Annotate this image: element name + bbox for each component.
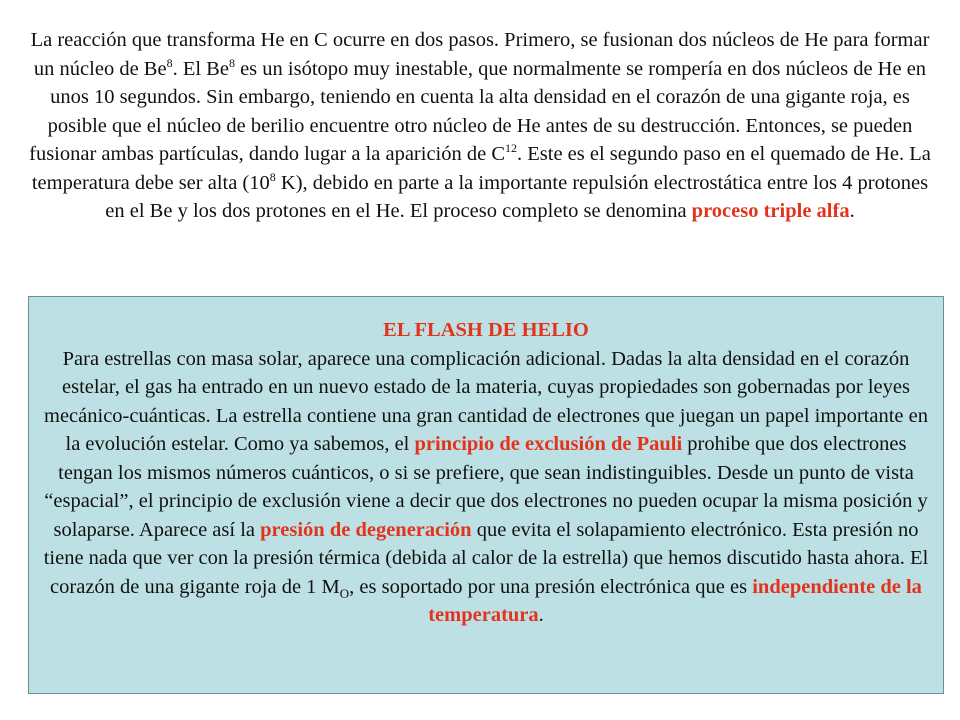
intro-text-1: La reacción que transforma He en C ocurre en dos pasos. Primero, se fusionan dos núcleos de He para formar un núcleo de Be — [30, 29, 930, 80]
helium-flash-box — [28, 296, 944, 694]
intro-text-4: . Este es el segundo paso en el quemado de He. La temperatura debe ser alta (10 — [31, 143, 931, 194]
intro-superscript-1: 8 — [166, 55, 173, 70]
intro-text-2: . El Be — [172, 57, 229, 80]
intro-superscript-3: 12 — [505, 141, 518, 156]
intro-text-3: es un isótopo muy inestable, que normalmente se rompería en dos núcleos de He en unos 10 segundos. Sin embargo, teniendo en cuenta la alta densidad en el corazón de una gigante roja, es posible que el núcleo de berilio encuentre otro núcleo de He antes de su destrucción. Entonces, se pueden fusionar ambas partículas, dando lugar a la aparición de C — [29, 57, 927, 165]
intro-superscript-4: 8 — [269, 169, 276, 184]
box-text-5: . — [538, 604, 544, 626]
helium-flash-title: EL FLASH DE HELIO — [383, 319, 589, 341]
helium-flash-paragraph — [41, 316, 931, 630]
intro-text-6: . — [849, 200, 855, 222]
box-text-1: Para estrellas con masa solar, aparece una complicación adicional. Dadas la alta densidad en el corazón estelar, el gas ha entrado en un nuevo estado de la materia, cuyas propiedades son gobernadas por leyes mecánico-cuánticas. La estrella contiene una gran cantidad de electrones que juegan un papel importante en la evolución estelar. Como ya sabemos, el — [44, 347, 928, 455]
intro-text-5: K), debido en parte a la importante repulsión electrostática entre los 4 protones en el Be y los dos protones en el He. El proceso completo se denomina — [105, 171, 929, 222]
box-text-4: , es soportado por una presión electrónica que es — [349, 575, 753, 598]
box-text-3: que evita el solapamiento electrónico. Esta presión no tiene nada que ver con la presión térmica (debida al calor de la estrella) que hemos discutido hasta ahora. El corazón de una gigante roja de 1 M — [43, 518, 929, 598]
intro-superscript-2: 8 — [228, 55, 235, 70]
box-highlight-degeneracy: presión de degeneración — [260, 518, 472, 541]
intro-paragraph — [28, 26, 932, 226]
box-text-2: prohibe que dos electrones tengan los mismos números cuánticos, o si se prefiere, que sean indistinguibles. Desde un punto de vista “espacial”, el principio de exclusión viene a decir que dos electrones no pueden ocupar la misma posición y solaparse. Aparece así la — [44, 433, 928, 541]
box-highlight-pauli: principio de exclusión de Pauli — [414, 433, 683, 455]
solar-mass-subscript: O — [339, 585, 350, 601]
box-highlight-temperature: independiente de la temperatura — [428, 575, 922, 626]
intro-highlight-triple-alpha: proceso triple alfa — [691, 200, 850, 222]
